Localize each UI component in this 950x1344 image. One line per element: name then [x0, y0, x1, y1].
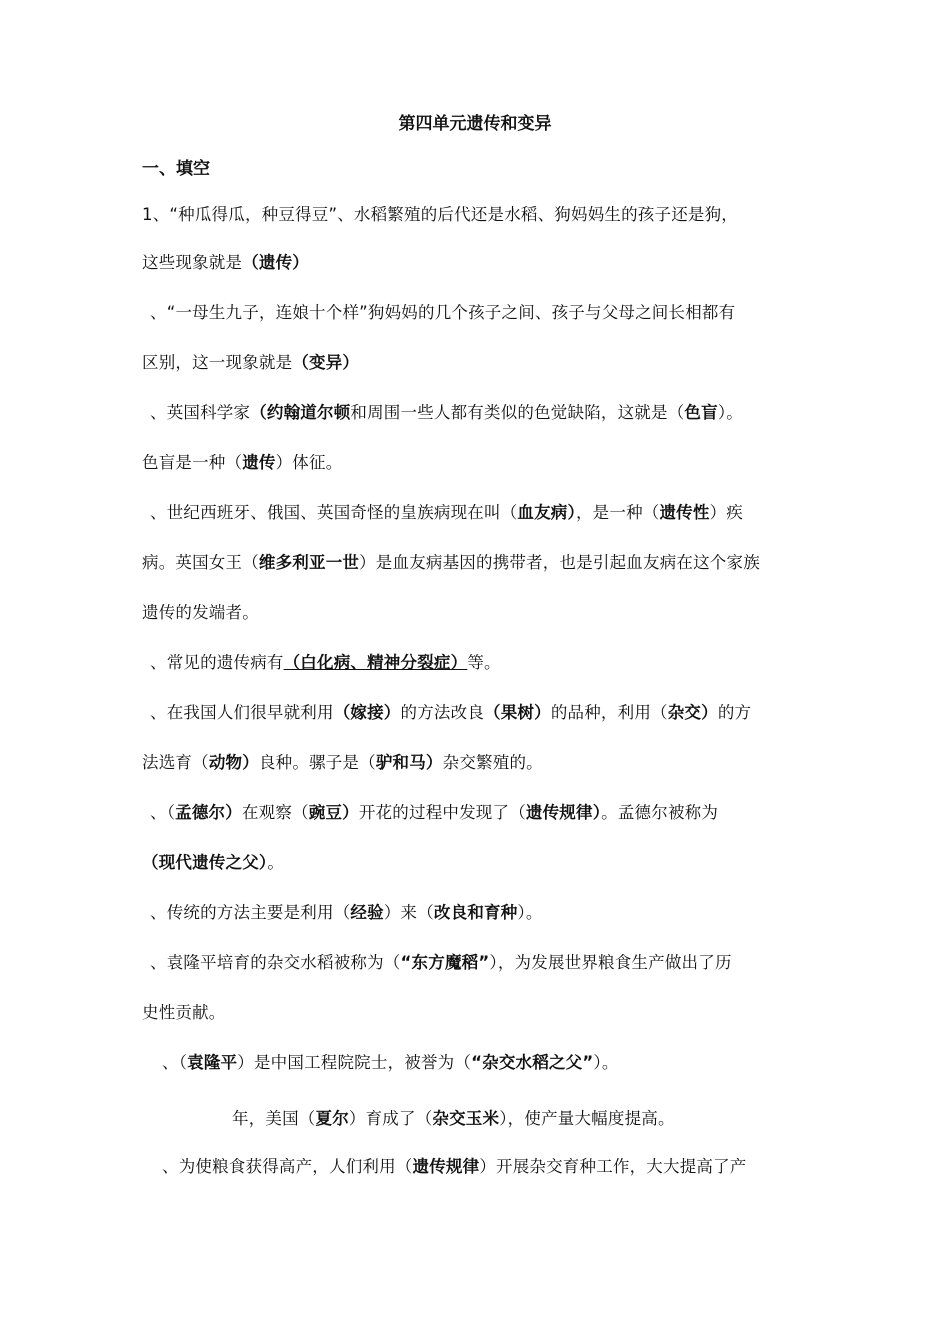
text-span: 、世纪西班牙、俄国、英国奇怪的皇族病现在叫（: [150, 503, 518, 522]
text-line: [150, 951, 830, 975]
answer-text: 杂交）: [667, 703, 718, 722]
text-span: 法选育（: [142, 753, 209, 772]
text-span: 、常见的遗传病有: [150, 653, 284, 672]
answer-text: 杂交玉米: [432, 1109, 500, 1128]
text-span: 。孟德尔被称为: [601, 803, 719, 822]
text-line: [150, 701, 830, 725]
answer-text: 遗传性: [659, 503, 710, 522]
text-span: 开花的过程中发现了（: [358, 803, 526, 822]
answer-text: 遗传: [242, 453, 276, 472]
text-span: 、袁隆平培育的杂交水稻被称为（: [150, 953, 401, 972]
text-span: 、为使粮食获得高产，人们利用（: [162, 1157, 413, 1176]
answer-text: （变异）: [292, 353, 360, 372]
text-span: 、英国科学家: [150, 403, 251, 422]
text-span: ）体征。: [275, 453, 343, 472]
text-span: ）是中国工程院院士，被誉为（: [237, 1053, 472, 1072]
text-span: 、传统的方法主要是利用（: [150, 903, 351, 922]
page-title: 第四单元遗传和变异: [398, 114, 552, 134]
answer-text: 动物）: [208, 753, 259, 772]
text-line: [142, 551, 822, 575]
answer-text: 遗传规律: [412, 1157, 480, 1176]
text-span: 的品种，利用（: [550, 703, 668, 722]
answer-text: 维多利亚一世: [258, 553, 360, 572]
section-heading: 一、填空: [142, 159, 210, 179]
text-span: 良种。骡子是（: [258, 753, 376, 772]
text-span: 这些现象就是: [142, 253, 243, 272]
text-line: [142, 203, 822, 227]
text-span: ），使产量大幅度提高。: [499, 1109, 675, 1128]
text-span: ）开展杂交育种工作，大大提高了产: [479, 1157, 747, 1176]
answer-text: （约翰道尔顿: [250, 403, 351, 422]
answer-text: 血友病）: [517, 503, 576, 522]
text-span: 和周围一些人都有类似的色觉缺陷，这就是（: [350, 403, 685, 422]
answer-text: 遗传规律）: [525, 803, 602, 822]
text-span: 在观察（: [241, 803, 309, 822]
answer-text: “东方魔稻”: [400, 953, 490, 972]
text-span: ）疾: [709, 503, 743, 522]
text-span: 。: [267, 853, 285, 872]
text-line: [142, 1001, 822, 1025]
text-span: ）来（: [383, 903, 434, 922]
text-span: ）。: [593, 1053, 619, 1072]
text-line: [162, 1051, 842, 1075]
text-span: 年，美国（: [232, 1109, 316, 1128]
answer-text: （嫁接）: [333, 703, 401, 722]
text-span: ）是血友病基因的携带者，也是引起血友病在这个家族: [359, 553, 760, 572]
text-span: ）。: [517, 903, 543, 922]
answer-text: （白化病、精神分裂症）: [283, 653, 468, 672]
answer-text: “杂交水稻之父”: [471, 1053, 594, 1072]
text-line: [142, 251, 822, 275]
text-span: 的方法改良: [400, 703, 485, 722]
answer-text: （果树）: [484, 703, 551, 722]
text-line: [142, 851, 822, 875]
text-span: ，是一种（: [575, 503, 660, 522]
text-line: [150, 501, 830, 525]
answer-text: 色盲: [684, 403, 718, 422]
text-line: [162, 1155, 842, 1179]
text-span: 、“一母生九子，连娘十个样”狗妈妈的几个孩子之间、孩子与父母之间长相都有: [150, 303, 736, 322]
text-span: 色盲是一种（: [142, 453, 243, 472]
answer-text: 孟德尔）: [175, 803, 242, 822]
text-line: [150, 651, 830, 675]
text-line: [150, 801, 830, 825]
answer-text: 改良和育种: [433, 903, 518, 922]
text-line: [142, 451, 822, 475]
text-span: 史性贡献。: [142, 1003, 226, 1022]
text-span: ）育成了（: [348, 1109, 433, 1128]
text-span: 、在我国人们很早就利用: [150, 703, 334, 722]
answer-text: 夏尔: [315, 1109, 349, 1128]
text-line: [142, 351, 822, 375]
answer-text: 经验: [350, 903, 384, 922]
text-line: [150, 301, 830, 325]
text-span: 1、“种瓜得瓜，种豆得豆”、水稻繁殖的后代还是水稻、狗妈妈生的孩子还是狗，: [142, 205, 738, 224]
answer-text: 驴和马）: [375, 753, 443, 772]
text-line: [142, 751, 822, 775]
text-span: ）。: [717, 403, 743, 422]
text-span: 杂交繁殖的。: [442, 753, 543, 772]
text-span: 病。英国女王（: [142, 553, 259, 572]
text-span: 的方: [717, 703, 752, 722]
text-line: [150, 401, 830, 425]
text-span: 、（: [150, 803, 176, 822]
answer-text: （现代遗传之父）: [142, 853, 268, 872]
text-line: [150, 901, 830, 925]
text-line: [232, 1107, 912, 1131]
text-span: ），为发展世界粮食生产做出了历: [489, 953, 732, 972]
text-span: 遗传的发端者。: [142, 603, 259, 622]
text-span: 、（: [162, 1053, 188, 1072]
text-span: 区别，这一现象就是: [142, 353, 293, 372]
text-span: 等。: [467, 653, 501, 672]
answer-text: 豌豆）: [308, 803, 359, 822]
answer-text: 袁隆平: [187, 1053, 238, 1072]
answer-text: （遗传）: [242, 253, 310, 272]
text-line: [142, 601, 822, 625]
